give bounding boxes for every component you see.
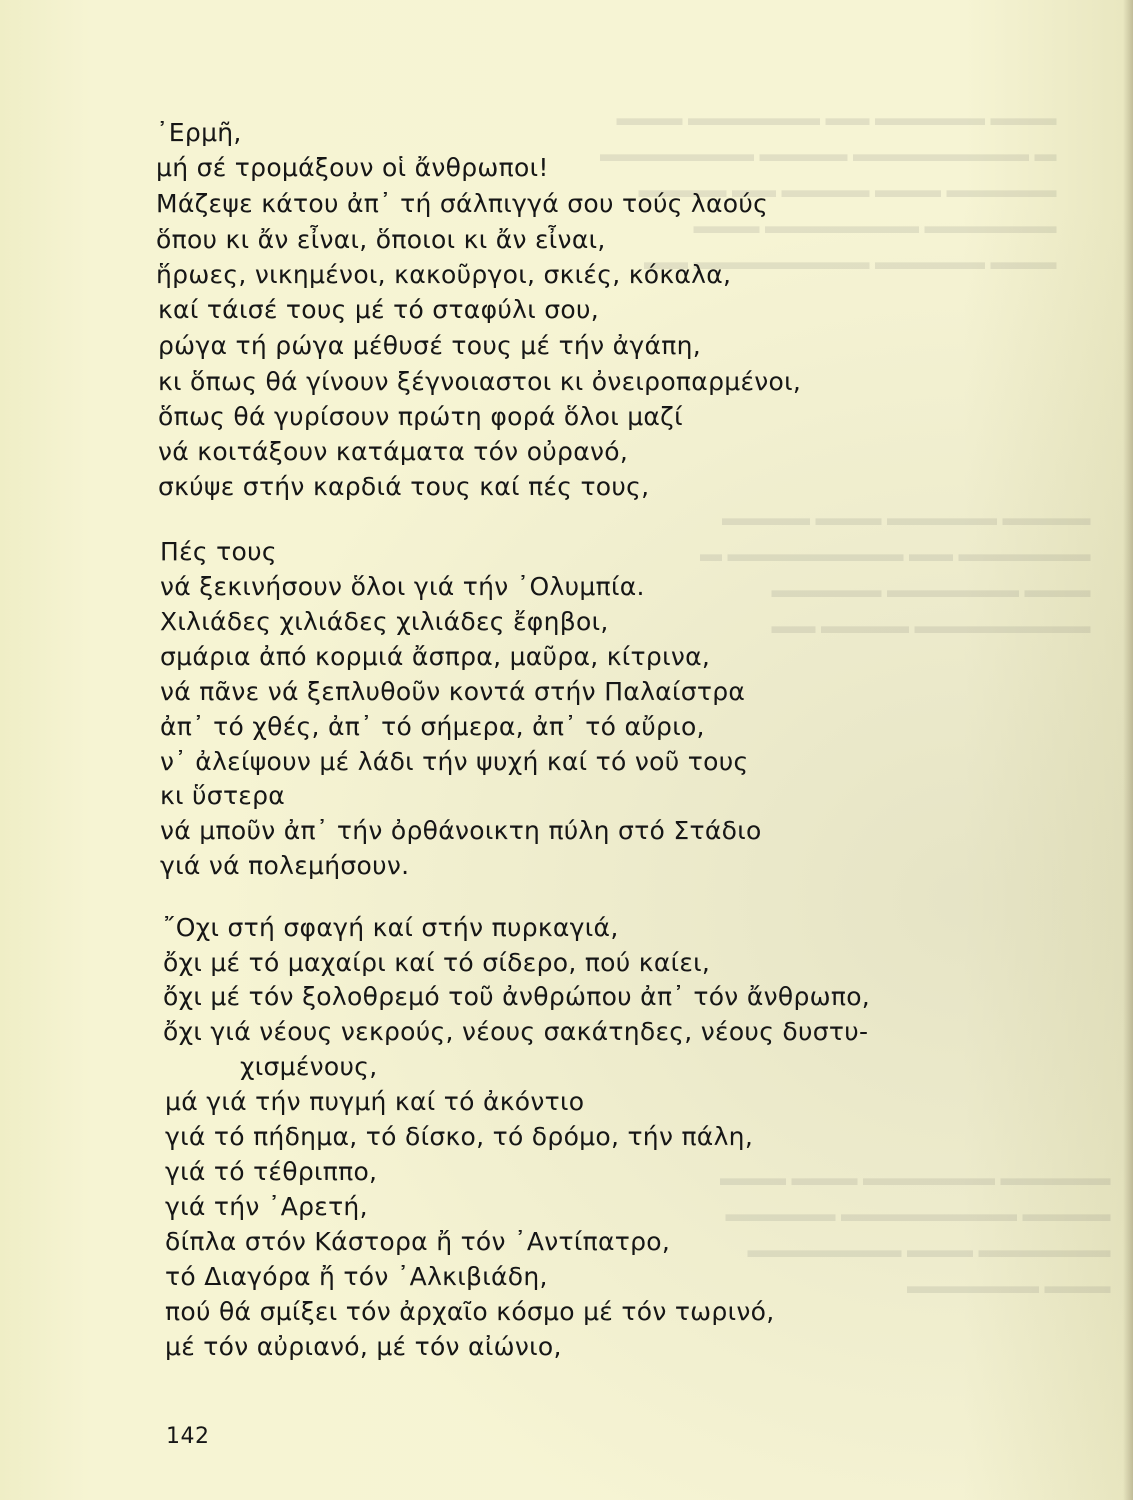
poem-line: ἥρωες, νικημένοι, κακοῦργοι, σκιές, κόκαλα, [156, 260, 732, 289]
poem-line: δίπλα στόν Κάστορα ἤ τόν ᾿Αντίπατρο, [165, 1227, 671, 1256]
poem-line: νά ξεκινήσουν ὅλοι γιά τήν ᾿Ολυμπία. [160, 572, 645, 601]
poem-line: μά γιά τήν πυγμή καί τό ἀκόντιο [165, 1087, 585, 1116]
poem-line: ὄχι γιά νέους νεκρούς, νέους σακάτηδες, νέους δυστυ- [163, 1017, 869, 1046]
poem-line: τό Διαγόρα ἤ τόν ᾿Αλκιβιάδη, [165, 1262, 548, 1291]
poem-line: σμάρια ἀπό κορμιά ἄσπρα, μαῦρα, κίτρινα, [160, 642, 711, 671]
poem-line: Πές τους [160, 537, 277, 566]
poem-line: ρώγα τή ρώγα μέθυσέ τους μέ τήν ἀγάπη, [158, 331, 701, 360]
poem-line: γιά τό τέθριππο, [165, 1157, 378, 1186]
poem-line: γιά νά πολεμήσουν. [160, 851, 410, 880]
poem-line: χισμένους, [240, 1052, 378, 1081]
poem-line: νά πᾶνε νά ξεπλυθοῦν κοντά στήν Παλαίστρα [160, 677, 746, 706]
poem-line: ὄχι μέ τό μαχαίρι καί τό σίδερο, πού καίει, [163, 948, 711, 977]
poem-line: μέ τόν αὐριανό, μέ τόν αἰώνιο, [165, 1332, 562, 1361]
poem-line: ὅπως θά γυρίσουν πρώτη φορά ὅλοι μαζί [158, 402, 683, 431]
poem-line: σκύψε στήν καρδιά τους καί πές τους, [158, 472, 650, 501]
poem-line: πού θά σμίξει τόν ἀρχαῖο κόσμο μέ τόν τωρινό, [165, 1297, 775, 1326]
bleed-through-texture: ▬▬▬▬ ▬▬▬▬▬ ▬▬▬ ▬▬▬▬ ▬▬▬▬▬▬ ▬▬ ▬▬▬▬▬▬▬▬ ▬ ▬▬▬ ▬▬▬▬▬▬ ▬▬▬▬▬ ▬▬▬▬▬▬▬▬ ▬▬▬▬ ▬▬ [700, 505, 1091, 638]
poem-line: νά κοιτάξουν κατάματα τόν οὐρανό, [158, 437, 629, 466]
poem-line: καί τάισέ τους μέ τό σταφύλι σου, [158, 295, 599, 324]
poem-line: γιά τήν ᾿Αρετή, [165, 1192, 368, 1221]
bleed-through-texture: ▬▬▬▬▬ ▬▬▬▬▬▬ ▬▬▬ ▬▬▬ ▬▬▬▬ ▬▬▬▬▬▬▬▬ ▬▬▬▬▬ ▬▬▬▬▬▬ ▬▬▬ ▬▬▬▬▬▬▬ ▬▬▬ ▬▬▬▬▬▬ [720, 1165, 1111, 1298]
poem-line: ῎Οχι στή σφαγή καί στήν πυρκαγιά, [163, 913, 619, 942]
poem-line: κι ὅπως θά γίνουν ξέγνοιαστοι κι ὀνειροπαρμένοι, [158, 367, 802, 396]
poem-line: νά μποῦν ἀπ᾿ τήν ὀρθάνοικτη πύλη στό Στάδιο [160, 816, 762, 845]
poem-line: ν᾿ ἀλείψουν μέ λάδι τήν ψυχή καί τό νοῦ τους [160, 747, 749, 776]
poem-line: μή σέ τρομάξουν οἱ ἄνθρωποι! [156, 153, 549, 182]
poem-line: γιά τό πήδημα, τό δίσκο, τό δρόμο, τήν πάλη, [165, 1122, 754, 1151]
poem-line: ἀπ᾿ τό χθές, ἀπ᾿ τό σήμερα, ἀπ᾿ τό αὔριο, [160, 712, 705, 741]
poem-line: Μάζεψε κάτου ἀπ᾿ τή σάλπιγγά σου τούς λαούς [156, 189, 769, 218]
poem-line: ᾿Ερμῆ, [156, 118, 242, 147]
poem-line: ὅπου κι ἄν εἶναι, ὅποιοι κι ἄν εἶναι, [156, 225, 606, 254]
poem-line: ὄχι μέ τόν ξολοθρεμό τοῦ ἀνθρώπου ἀπ᾿ τόν ἄνθρωπο, [163, 982, 871, 1011]
bleed-through-texture: ▬▬▬ ▬▬▬▬▬ ▬▬ ▬▬▬▬▬▬ ▬▬▬ ▬ ▬▬▬▬▬▬▬▬ ▬▬▬▬ ▬▬▬▬▬▬▬ ▬▬▬▬▬ ▬▬▬ ▬▬▬▬ ▬▬ ▬▬▬▬ ▬▬▬▬▬▬ ▬▬▬▬▬▬▬ ▬▬▬ ▬▬▬ ▬▬▬▬▬ ▬▬▬▬▬▬▬▬ ▬▬ [600, 105, 1057, 274]
poem-line: κι ὕστερα [160, 781, 286, 810]
page-number: 142 [166, 1424, 210, 1449]
poem-line: Χιλιάδες χιλιάδες χιλιάδες ἔφηβοι, [160, 607, 609, 636]
